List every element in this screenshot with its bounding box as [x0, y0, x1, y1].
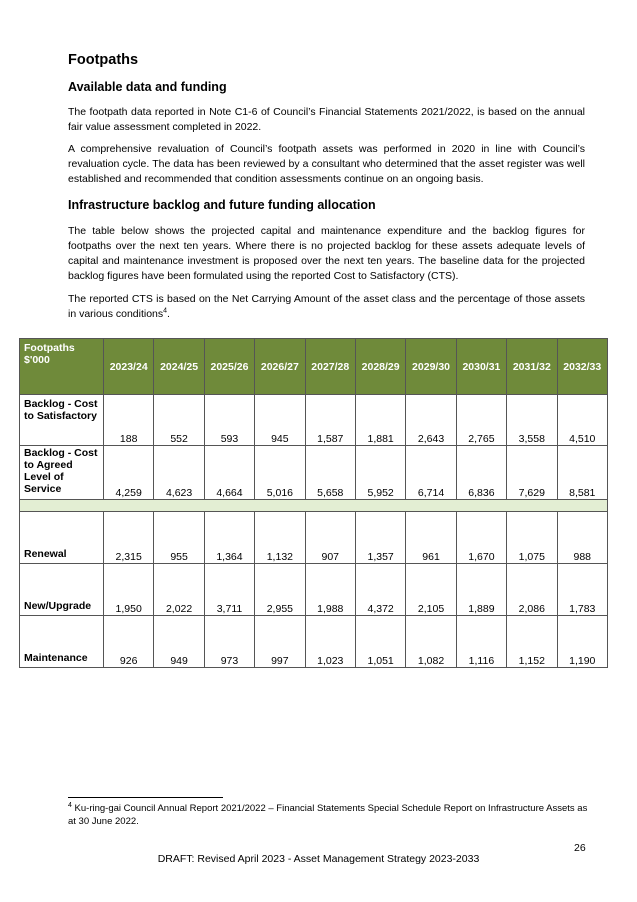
table-cell: 4,259 — [104, 446, 154, 500]
table-cell: 5,016 — [255, 446, 305, 500]
table-cell: 6,714 — [406, 446, 456, 500]
table-cell: 1,132 — [255, 512, 305, 564]
table-cell: 1,116 — [456, 616, 506, 668]
year-header: 2023/24 — [104, 339, 154, 395]
footnote-marker: 4 — [68, 801, 72, 809]
table-cell: 1,889 — [456, 564, 506, 616]
year-header: 2030/31 — [456, 339, 506, 395]
footnote-ref: 4 — [163, 307, 168, 315]
table-cell: 4,372 — [355, 564, 405, 616]
table-cell: 1,670 — [456, 512, 506, 564]
table-cell: 5,952 — [355, 446, 405, 500]
table-cell: 188 — [104, 395, 154, 446]
table-cell: 4,510 — [557, 395, 607, 446]
paragraph-backlog-2-text: The reported CTS is based on the Net Carrying Amount of the asset class and the percentage of those assets in various conditions — [68, 293, 585, 320]
row-label: Maintenance — [20, 616, 104, 668]
table-row — [20, 512, 608, 564]
year-header: 2026/27 — [255, 339, 305, 395]
table-cell: 2,105 — [406, 564, 456, 616]
section-title-backlog: Infrastructure backlog and future funding allocation — [68, 198, 376, 212]
table-cell: 2,086 — [507, 564, 557, 616]
header-label-line-1: Footpaths — [24, 342, 75, 354]
table-row — [20, 564, 608, 616]
page-number: 26 — [574, 842, 586, 854]
paragraph-funding-2: A comprehensive revaluation of Council’s footpath assets was performed in 2020 in line with Council’s revaluation cycle. The data has been reviewed by a consultant who determined that the asset register was well established and recommended that condition assessments continue on an ongoing basis. — [68, 143, 585, 185]
table-spacer-row — [20, 500, 608, 512]
table-cell: 4,664 — [204, 446, 254, 500]
table-cell: 6,836 — [456, 446, 506, 500]
paragraph-funding-1: The footpath data reported in Note C1-6 of Council’s Financial Statements 2021/2022, is based on the annual fair value assessment completed in 2022. — [68, 106, 585, 133]
table-cell: 2,765 — [456, 395, 506, 446]
footnote-text: Ku-ring-gai Council Annual Report 2021/2022 – Financial Statements Special Schedule Report on Infrastructure Assets as at 30 June 2022. — [68, 803, 588, 827]
table-cell: 1,075 — [507, 512, 557, 564]
footnote — [68, 802, 588, 828]
table-cell: 1,783 — [557, 564, 607, 616]
table-cell: 988 — [557, 512, 607, 564]
table-cell: 1,950 — [104, 564, 154, 616]
table-cell: 3,558 — [507, 395, 557, 446]
table-cell: 961 — [406, 512, 456, 564]
table-cell: 5,658 — [305, 446, 355, 500]
paragraph-backlog-2 — [68, 292, 585, 322]
header-label-line-2: $'000 — [24, 354, 50, 366]
year-header: 2027/28 — [305, 339, 355, 395]
year-header: 2024/25 — [154, 339, 204, 395]
row-label: Backlog - Cost to Satisfactory — [20, 395, 104, 446]
table-cell: 1,587 — [305, 395, 355, 446]
table-row — [20, 395, 608, 446]
table-cell: 973 — [204, 616, 254, 668]
row-label: Renewal — [20, 512, 104, 564]
table-cell: 1,190 — [557, 616, 607, 668]
table-cell: 955 — [154, 512, 204, 564]
year-header: 2029/30 — [406, 339, 456, 395]
year-header: 2028/29 — [355, 339, 405, 395]
table-row — [20, 446, 608, 500]
table-cell: 1,364 — [204, 512, 254, 564]
table-cell: 552 — [154, 395, 204, 446]
table-cell: 1,082 — [406, 616, 456, 668]
table-cell: 2,315 — [104, 512, 154, 564]
table-cell: 4,623 — [154, 446, 204, 500]
table-cell: 8,581 — [557, 446, 607, 500]
table-cell: 949 — [154, 616, 204, 668]
table-cell: 1,881 — [355, 395, 405, 446]
section-title-funding: Available data and funding — [68, 80, 227, 94]
table-header-label — [20, 339, 104, 395]
table-cell: 1,051 — [355, 616, 405, 668]
table-cell: 3,711 — [204, 564, 254, 616]
table-cell: 907 — [305, 512, 355, 564]
table-cell: 926 — [104, 616, 154, 668]
footnote-separator — [68, 797, 223, 798]
paragraph-backlog-2-end: . — [167, 308, 170, 320]
row-label: New/Upgrade — [20, 564, 104, 616]
table-cell: 1,152 — [507, 616, 557, 668]
paragraph-backlog-1: The table below shows the projected capital and maintenance expenditure and the backlog figures for footpaths over the next ten years. Where there is no projected backlog for these assets adequate levels of capital and maintenance investment is proposed over the next ten years. The baseline data for the projected backlog figures have been formulated using the reported Cost to Satisfactory (CTS). — [68, 225, 585, 282]
table-cell: 997 — [255, 616, 305, 668]
table-cell: 7,629 — [507, 446, 557, 500]
table-row — [20, 616, 608, 668]
spacer-cell — [20, 500, 608, 512]
year-header: 2032/33 — [557, 339, 607, 395]
table-cell: 1,357 — [355, 512, 405, 564]
table-cell: 1,988 — [305, 564, 355, 616]
table-cell: 2,955 — [255, 564, 305, 616]
year-header: 2025/26 — [204, 339, 254, 395]
footpaths-funding-table — [19, 338, 608, 668]
table-cell: 2,022 — [154, 564, 204, 616]
table-cell: 593 — [204, 395, 254, 446]
table-header-row — [20, 339, 608, 395]
table-cell: 945 — [255, 395, 305, 446]
row-label: Backlog - Cost to Agreed Level of Service — [20, 446, 104, 500]
page-footer: DRAFT: Revised April 2023 - Asset Management Strategy 2023-2033 — [157, 853, 480, 865]
table-cell: 1,023 — [305, 616, 355, 668]
table-cell: 2,643 — [406, 395, 456, 446]
page-heading: Footpaths — [68, 52, 139, 68]
year-header: 2031/32 — [507, 339, 557, 395]
